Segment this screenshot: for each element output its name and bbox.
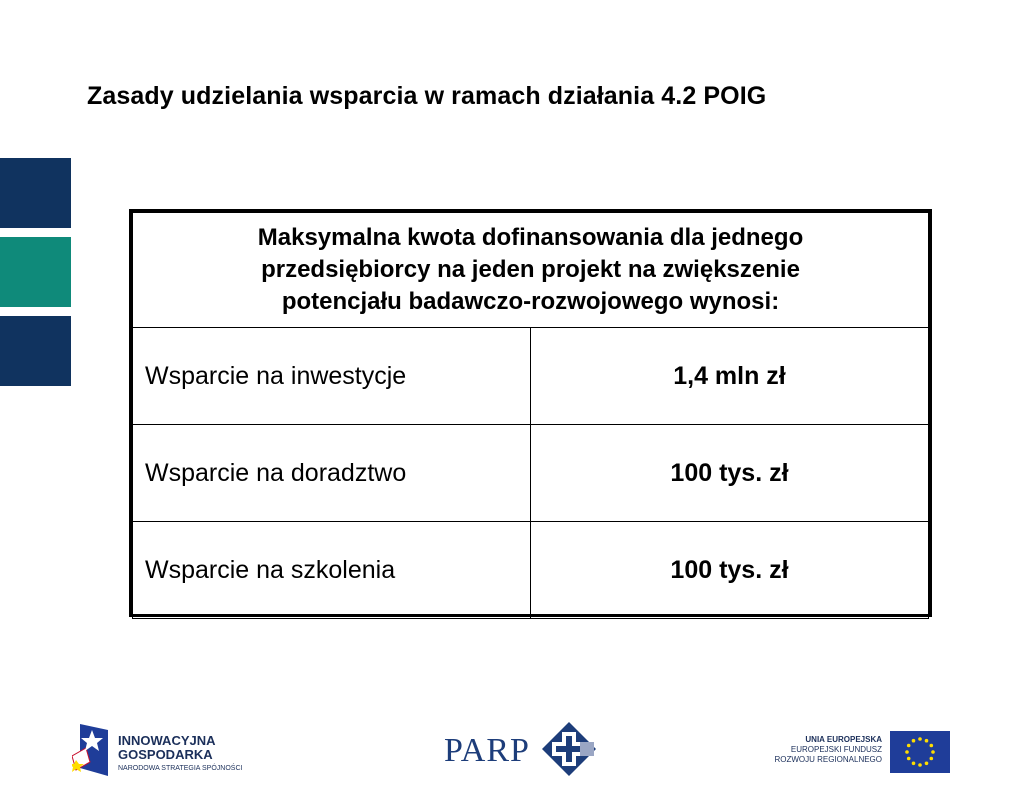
- eu-star: [925, 739, 929, 743]
- ig-logo-subtitle: NARODOWA STRATEGIA SPÓJNOŚCI: [118, 765, 243, 772]
- ig-logo-text: [118, 734, 216, 762]
- parp-diamond-icon: [540, 720, 598, 778]
- eu-logo-line: UNIA EUROPEJSKA: [805, 735, 882, 744]
- eu-star: [912, 739, 916, 743]
- parp-logo: [440, 720, 600, 780]
- eu-star: [930, 757, 934, 761]
- row-value: 100 tys. zł: [531, 522, 929, 619]
- table-row: [133, 522, 929, 619]
- ig-logo-line: INNOWACYJNA: [118, 733, 216, 748]
- table-row: [133, 425, 929, 522]
- side-accent-block-bottom: [0, 316, 71, 386]
- table-header: [133, 213, 929, 328]
- row-value: 100 tys. zł: [531, 425, 929, 522]
- table-header-line: przedsiębiorcy na jeden projekt na zwiększenie: [261, 256, 800, 283]
- table-header-line: potencjału badawczo-rozwojowego wynosi:: [281, 288, 780, 315]
- eu-fund-logo: [770, 728, 952, 776]
- row-value: 1,4 mln zł: [531, 328, 929, 425]
- eu-star: [930, 744, 934, 748]
- page-title: Zasady udzielania wsparcia w ramach działania 4.2 POIG: [87, 82, 767, 110]
- eu-star: [925, 762, 929, 766]
- innowacyjna-gospodarka-logo: [72, 720, 252, 780]
- eu-star: [931, 750, 935, 754]
- eu-logo-line: EUROPEJSKI FUNDUSZ: [790, 745, 882, 754]
- eu-star: [918, 737, 922, 741]
- row-label: Wsparcie na doradztwo: [133, 425, 531, 522]
- eu-flag-icon: [890, 731, 950, 773]
- row-label: Wsparcie na szkolenia: [133, 522, 531, 619]
- eu-star: [905, 750, 909, 754]
- eu-logo-text: [774, 735, 882, 765]
- side-accent-block-top: [0, 158, 71, 228]
- eu-star: [907, 744, 911, 748]
- eu-star: [912, 762, 916, 766]
- innowacyjna-gospodarka-icon: [72, 720, 112, 778]
- eu-logo-line: ROZWOJU REGIONALNEGO: [774, 755, 882, 764]
- ig-logo-line: GOSPODARKA: [118, 747, 213, 762]
- funding-table: [129, 209, 932, 617]
- side-accent-block-middle: [0, 237, 71, 307]
- table-row: [133, 328, 929, 425]
- eu-star: [918, 763, 922, 767]
- parp-logo-text: PARP: [444, 732, 530, 769]
- eu-star: [907, 757, 911, 761]
- row-label: Wsparcie na inwestycje: [133, 328, 531, 425]
- table-header-line: Maksymalna kwota dofinansowania dla jednego: [257, 224, 804, 251]
